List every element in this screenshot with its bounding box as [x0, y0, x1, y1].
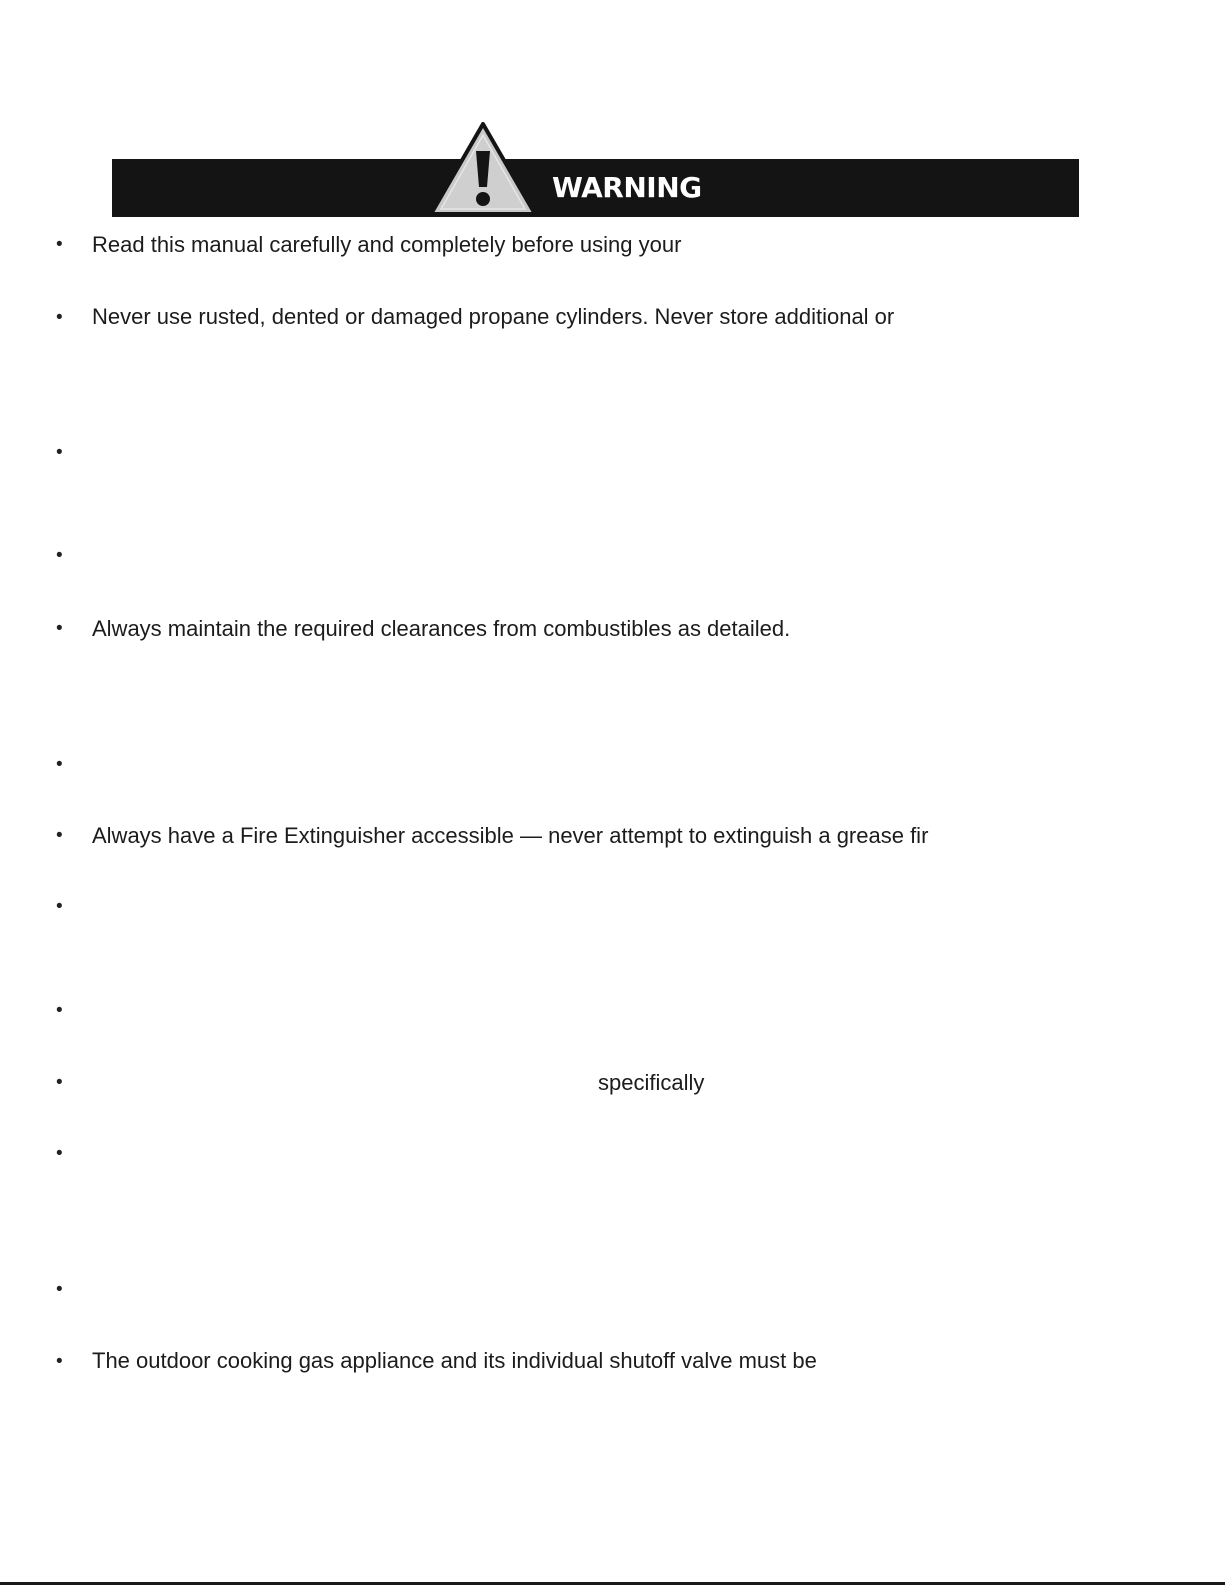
warning-label: WARNING [552, 171, 702, 204]
bullet-glyph: • [56, 1072, 63, 1093]
bullet-glyph: • [56, 825, 63, 846]
bullet-glyph: • [56, 442, 63, 463]
bullet-glyph: • [56, 234, 63, 255]
list-item-text: Always have a Fire Extinguisher accessible — never attempt to extinguish a grease fir [92, 823, 929, 848]
bullet-glyph: • [56, 545, 63, 566]
bullet-glyph: • [56, 1143, 63, 1164]
list-item-text: The outdoor cooking gas appliance and its individual shutoff valve must be [92, 1348, 817, 1373]
list-item-text: Never use rusted, dented or damaged propane cylinders. Never store additional or [92, 304, 895, 329]
bullet-glyph: • [56, 618, 63, 639]
bullet-glyph: • [56, 754, 63, 775]
bullet-glyph: • [56, 307, 63, 328]
list-item-text: Read this manual carefully and completely before using your [92, 232, 682, 257]
bullet-glyph: • [56, 896, 63, 917]
warning-triangle-icon [428, 121, 538, 217]
bullet-glyph: • [56, 1351, 63, 1372]
bullet-glyph: • [56, 1000, 63, 1021]
list-item-text: Always maintain the required clearances from combustibles as detailed. [92, 616, 791, 641]
list-item-text: specifically [598, 1070, 705, 1095]
bullet-glyph: • [56, 1279, 63, 1300]
